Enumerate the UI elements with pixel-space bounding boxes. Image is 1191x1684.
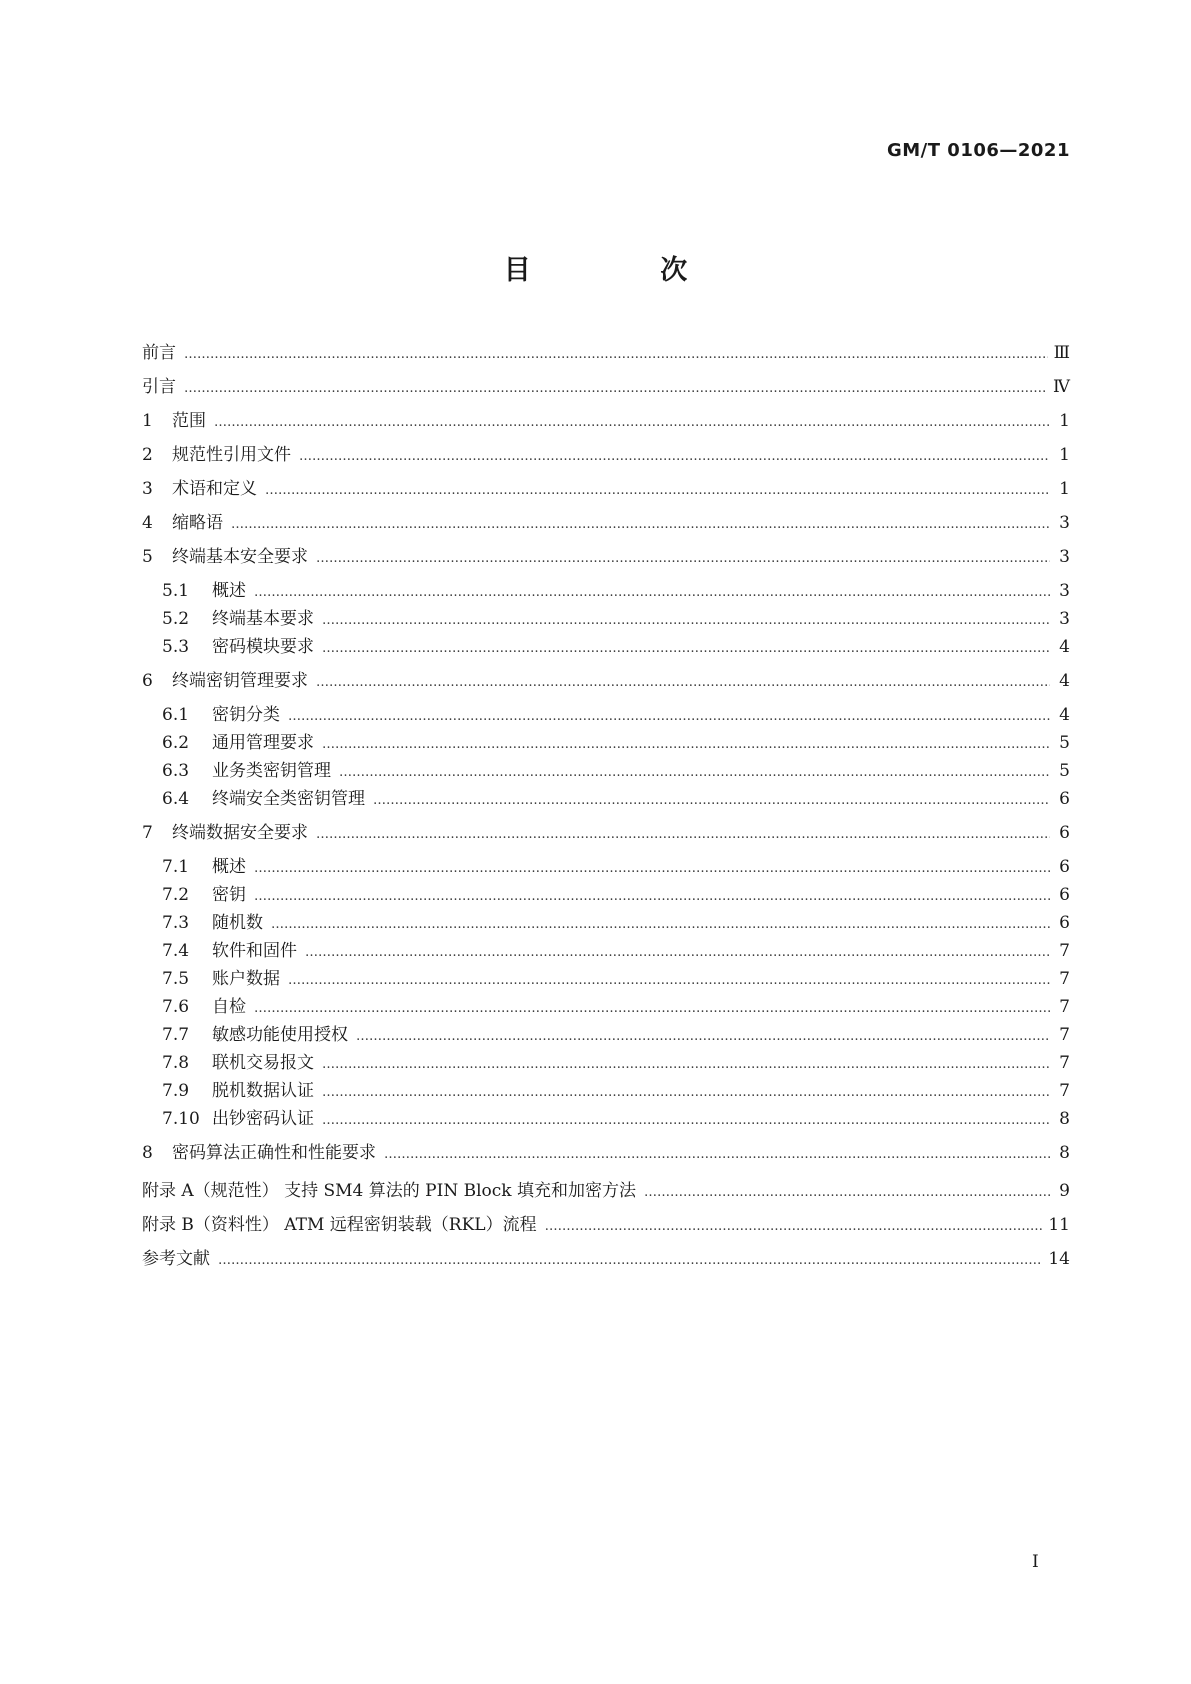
toc-leader-dots — [184, 347, 1048, 362]
toc-entry-page: 6 — [1059, 857, 1070, 877]
toc-entry-page: 7 — [1059, 969, 1070, 989]
toc-entry-page: 6 — [1059, 789, 1070, 809]
toc-entry-number: 5.3 — [162, 637, 190, 657]
toc-entry-page: 7 — [1059, 1053, 1070, 1073]
toc-leader-dots — [316, 827, 1050, 842]
toc-entry-title: 密码算法正确性和性能要求 — [172, 1143, 376, 1163]
toc-entry[interactable] — [162, 728, 1070, 756]
toc-entry-page: 11 — [1048, 1215, 1070, 1235]
toc-leader-dots — [322, 1057, 1050, 1072]
toc-entry[interactable] — [142, 666, 1070, 694]
toc-entry-number: 6.3 — [162, 761, 190, 781]
toc-leader-dots — [231, 517, 1050, 532]
toc-entry[interactable] — [142, 508, 1070, 536]
toc-entry[interactable] — [162, 1076, 1070, 1104]
toc-entry-title: 规范性引用文件 — [172, 445, 291, 465]
toc-entry[interactable] — [162, 964, 1070, 992]
toc-entry-title: 参考文献 — [142, 1249, 210, 1269]
toc-entry-page: 1 — [1059, 411, 1070, 431]
toc-entry-page: 1 — [1059, 479, 1070, 499]
toc-entry[interactable] — [162, 576, 1070, 604]
toc-leader-dots — [322, 1113, 1050, 1128]
toc-entry[interactable] — [142, 1176, 1070, 1204]
toc-leader-dots — [322, 1085, 1050, 1100]
toc-entry-number: 2 — [142, 445, 153, 465]
toc-entry[interactable] — [162, 784, 1070, 812]
toc-entry[interactable] — [162, 632, 1070, 660]
toc-leader-dots — [254, 889, 1050, 904]
toc-entry[interactable] — [162, 908, 1070, 936]
toc-entry-number: 7.1 — [162, 857, 190, 877]
toc-entry-title: 密钥 — [212, 885, 246, 905]
toc-entry-title: 账户数据 — [212, 969, 280, 989]
toc-leader-dots — [356, 1029, 1050, 1044]
toc-entry-page: 3 — [1059, 513, 1070, 533]
toc-entry-title: 前言 — [142, 343, 176, 363]
toc-entry-page: 6 — [1059, 913, 1070, 933]
toc-leader-dots — [254, 585, 1050, 600]
toc-entry-number: 7.8 — [162, 1053, 190, 1073]
toc-entry[interactable] — [162, 756, 1070, 784]
toc-entry-number: 7 — [142, 823, 153, 843]
toc-entry-number: 7.4 — [162, 941, 190, 961]
toc-entry-title: 出钞密码认证 — [212, 1109, 314, 1129]
toc-entry-number: 7.3 — [162, 913, 190, 933]
toc-leader-dots — [214, 415, 1050, 430]
toc-entry-number: 1 — [142, 411, 153, 431]
toc-leader-dots — [288, 709, 1050, 724]
toc-leader-dots — [316, 551, 1050, 566]
toc-entry[interactable] — [142, 338, 1070, 366]
toc-entry[interactable] — [142, 372, 1070, 400]
toc-entry-title: 附录 A（规范性） 支持 SM4 算法的 PIN Block 填充和加密方法 — [142, 1181, 636, 1201]
toc-entry-title: 软件和固件 — [212, 941, 297, 961]
toc-entry-title: 随机数 — [212, 913, 263, 933]
toc-leader-dots — [316, 675, 1050, 690]
toc-leader-dots — [265, 483, 1050, 498]
toc-entry-page: 5 — [1059, 733, 1070, 753]
toc-entry-page: 14 — [1048, 1249, 1070, 1269]
toc-entry[interactable] — [162, 992, 1070, 1020]
toc-entry[interactable] — [162, 852, 1070, 880]
toc-entry-number: 8 — [142, 1143, 153, 1163]
page-number: I — [1032, 1552, 1039, 1572]
toc-entry-number: 6 — [142, 671, 153, 691]
toc-entry-title: 终端基本安全要求 — [172, 547, 308, 567]
toc-entry-title: 概述 — [212, 581, 246, 601]
toc-entry-title: 术语和定义 — [172, 479, 257, 499]
toc-entry-title: 通用管理要求 — [212, 733, 314, 753]
toc-entry-page: 7 — [1059, 1081, 1070, 1101]
toc-entry-page: 3 — [1059, 547, 1070, 567]
toc-entry[interactable] — [162, 1048, 1070, 1076]
toc-entry-page: 8 — [1059, 1109, 1070, 1129]
toc-entry-number: 6.4 — [162, 789, 190, 809]
toc-entry-number: 7.10 — [162, 1109, 200, 1129]
toc-leader-dots — [184, 381, 1047, 396]
toc-entry-title: 终端密钥管理要求 — [172, 671, 308, 691]
toc-entry-page: 4 — [1059, 705, 1070, 725]
toc-leader-dots — [545, 1219, 1043, 1234]
toc-entry-number: 5.2 — [162, 609, 190, 629]
toc-entry[interactable] — [162, 1104, 1070, 1132]
toc-entry-number: 7.5 — [162, 969, 190, 989]
toc-entry[interactable] — [142, 1138, 1070, 1166]
toc-entry-page: 9 — [1059, 1181, 1070, 1201]
toc-entry-title: 业务类密钥管理 — [212, 761, 331, 781]
toc-leader-dots — [288, 973, 1050, 988]
toc-entry-number: 7.6 — [162, 997, 190, 1017]
toc-entry-title: 概述 — [212, 857, 246, 877]
toc-entry[interactable] — [142, 542, 1070, 570]
toc-entry-number: 6.2 — [162, 733, 190, 753]
toc-entry[interactable] — [162, 604, 1070, 632]
toc-leader-dots — [254, 1001, 1050, 1016]
toc-entry-page: 4 — [1059, 671, 1070, 691]
toc-entry-title: 联机交易报文 — [212, 1053, 314, 1073]
toc-entry-title: 终端安全类密钥管理 — [212, 789, 365, 809]
toc-entry-page: 3 — [1059, 609, 1070, 629]
toc-leader-dots — [218, 1253, 1042, 1268]
toc-entry-page: 7 — [1059, 997, 1070, 1017]
toc-entry[interactable] — [142, 818, 1070, 846]
toc-leader-dots — [299, 449, 1050, 464]
toc-entry-title: 终端数据安全要求 — [172, 823, 308, 843]
toc-entry-page: Ⅳ — [1053, 377, 1070, 397]
toc-entry[interactable] — [162, 700, 1070, 728]
toc-entry-number: 6.1 — [162, 705, 190, 725]
toc-entry-page: 5 — [1059, 761, 1070, 781]
toc-entry[interactable] — [142, 474, 1070, 502]
toc-entry-page: 6 — [1059, 823, 1070, 843]
toc-leader-dots — [271, 917, 1050, 932]
toc-entry-page: 1 — [1059, 445, 1070, 465]
toc-leader-dots — [373, 793, 1050, 808]
toc-entry-title: 缩略语 — [172, 513, 223, 533]
toc-title: 目 次 — [503, 255, 748, 286]
toc-leader-dots — [384, 1147, 1050, 1162]
toc-leader-dots — [254, 861, 1050, 876]
toc-entry-title: 附录 B（资料性） ATM 远程密钥装载（RKL）流程 — [142, 1215, 537, 1235]
toc-entry-title: 终端基本要求 — [212, 609, 314, 629]
toc-leader-dots — [322, 641, 1050, 656]
toc-leader-dots — [322, 613, 1050, 628]
toc-entry[interactable] — [142, 406, 1070, 434]
toc-entry-page: 8 — [1059, 1143, 1070, 1163]
toc-entry-number: 5 — [142, 547, 153, 567]
toc-entry-page: 3 — [1059, 581, 1070, 601]
toc-entry-page: 7 — [1059, 1025, 1070, 1045]
toc-entry-number: 7.9 — [162, 1081, 190, 1101]
toc-entry-number: 5.1 — [162, 581, 190, 601]
toc-entry[interactable] — [142, 1244, 1070, 1272]
toc-entry-page: 4 — [1059, 637, 1070, 657]
toc-entry-page: 7 — [1059, 941, 1070, 961]
document-code: GM/T 0106—2021 — [886, 140, 1070, 161]
toc-entry[interactable] — [162, 880, 1070, 908]
toc-entry[interactable] — [162, 936, 1070, 964]
toc-entry-number: 3 — [142, 479, 153, 499]
toc-entry-page: 6 — [1059, 885, 1070, 905]
toc-entry-title: 敏感功能使用授权 — [212, 1025, 348, 1045]
toc-leader-dots — [644, 1185, 1050, 1200]
toc-entry-page: Ⅲ — [1053, 343, 1070, 363]
toc-leader-dots — [322, 737, 1050, 752]
toc-entry-title: 范围 — [172, 411, 206, 431]
toc-entry-title: 脱机数据认证 — [212, 1081, 314, 1101]
toc-entry-number: 7.7 — [162, 1025, 190, 1045]
toc-entry[interactable] — [162, 1020, 1070, 1048]
toc-leader-dots — [305, 945, 1050, 960]
toc-entry-number: 7.2 — [162, 885, 190, 905]
toc-entry[interactable] — [142, 1210, 1070, 1238]
toc-entry-title: 密钥分类 — [212, 705, 280, 725]
toc-leader-dots — [339, 765, 1050, 780]
toc-entry-title: 自检 — [212, 997, 246, 1017]
toc-entry-number: 4 — [142, 513, 153, 533]
toc-entry[interactable] — [142, 440, 1070, 468]
toc-entry-title: 密码模块要求 — [212, 637, 314, 657]
toc-entry-title: 引言 — [142, 377, 176, 397]
